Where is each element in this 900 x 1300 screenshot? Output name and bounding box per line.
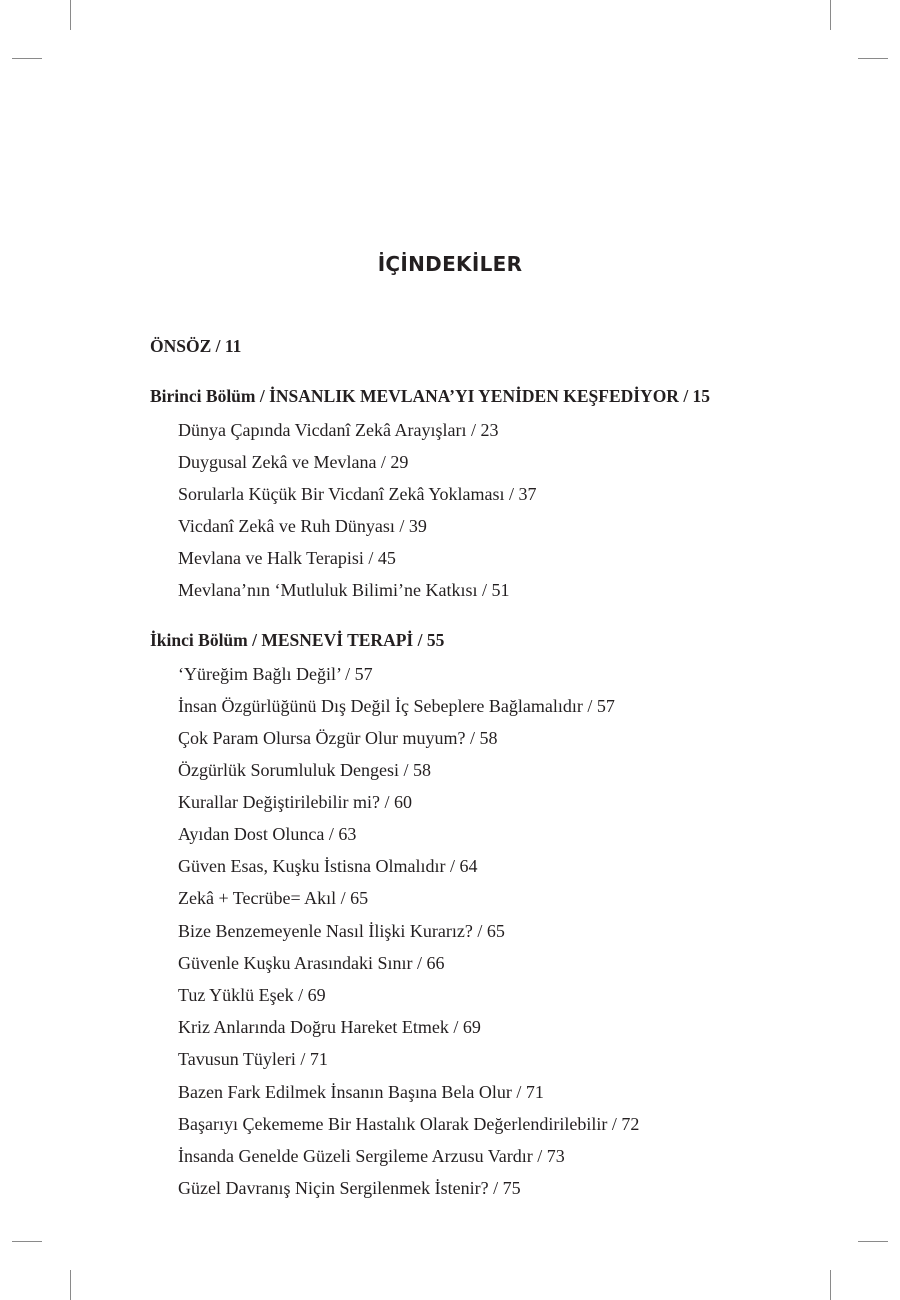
toc-entry: Mevlana’nın ‘Mutluluk Bilimi’ne Katkısı / 51 [178, 580, 510, 600]
toc-entry: Bize Benzemeyenle Nasıl İlişki Kurarız? / 65 [178, 921, 505, 941]
toc-entry: ‘Yüreğim Bağlı Değil’ / 57 [178, 664, 373, 684]
toc-entry: Güzel Davranış Niçin Sergilenmek İstenir? / 75 [178, 1178, 521, 1198]
toc-entry: Kriz Anlarında Doğru Hareket Etmek / 69 [178, 1017, 481, 1037]
toc-entry: Tuz Yüklü Eşek / 69 [178, 985, 326, 1005]
toc-entry: Duygusal Zekâ ve Mevlana / 29 [178, 452, 409, 472]
toc-entry: Sorularla Küçük Bir Vicdanî Zekâ Yoklaması / 37 [178, 484, 537, 504]
toc-entry: Dünya Çapında Vicdanî Zekâ Arayışları / 23 [178, 420, 499, 440]
toc-entry: İnsan Özgürlüğünü Dış Değil İç Sebeplere Bağlamalıdır / 57 [178, 696, 615, 716]
toc-entry: Vicdanî Zekâ ve Ruh Dünyası / 39 [178, 516, 427, 536]
toc-entry: Bazen Fark Edilmek İnsanın Başına Bela Olur / 71 [178, 1082, 544, 1102]
toc-entry: Mevlana ve Halk Terapisi / 45 [178, 548, 396, 568]
toc-entry: Başarıyı Çekememe Bir Hastalık Olarak Değerlendirilebilir / 72 [178, 1114, 640, 1134]
toc-entry: Özgürlük Sorumluluk Dengesi / 58 [178, 760, 431, 780]
toc-entry: İnsanda Genelde Güzeli Sergileme Arzusu Vardır / 73 [178, 1146, 565, 1166]
toc-section: İkinci Bölüm / MESNEVİ TERAPİ / 55 [150, 630, 445, 650]
toc-entry: Kurallar Değiştirilebilir mi? / 60 [178, 792, 412, 812]
toc-entry: Zekâ + Tecrübe= Akıl / 65 [178, 888, 369, 908]
toc-section: Birinci Bölüm / İNSANLIK MEVLANA’YI YENİDEN KEŞFEDİYOR / 15 [150, 386, 711, 406]
toc-entry: Ayıdan Dost Olunca / 63 [178, 824, 357, 844]
toc-section: ÖNSÖZ / 11 [150, 336, 242, 356]
toc-entry: Tavusun Tüyleri / 71 [178, 1049, 328, 1069]
page-title: İÇİNDEKİLER [377, 252, 523, 276]
toc-entry: Güven Esas, Kuşku İstisna Olmalıdır / 64 [178, 856, 478, 876]
toc-entry: Çok Param Olursa Özgür Olur muyum? / 58 [178, 728, 498, 748]
toc-entry: Güvenle Kuşku Arasındaki Sınır / 66 [178, 953, 445, 973]
